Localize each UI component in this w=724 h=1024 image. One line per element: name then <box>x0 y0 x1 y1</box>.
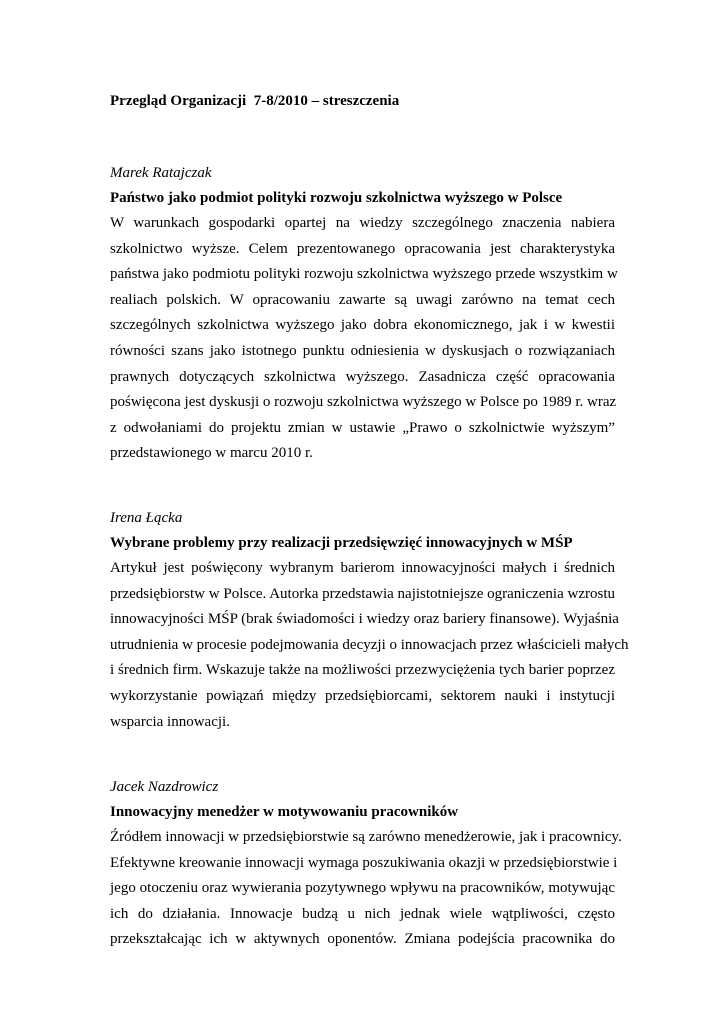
abstract-line: równości szans jako istotnego punktu odniesienia w dyskusjach o rozwiązaniach <box>110 342 615 359</box>
abstract-line: realiach polskich. W opracowaniu zawarte są uwagi zarówno na temat cech <box>110 291 615 308</box>
article-title: Innowacyjny menedżer w motywowaniu pracowników <box>110 804 459 820</box>
article-author: Marek Ratajczak <box>110 165 212 181</box>
abstract-line: wykorzystanie powiązań między przedsiębiorcami, sektorem nauki i instytucji <box>110 687 615 704</box>
abstract-line: poświęcona jest dyskusji o rozwoju szkolnictwa wyższego w Polsce po 1989 r. wraz <box>110 394 617 411</box>
abstract-line: wsparcia innowacji. <box>110 713 230 730</box>
abstract-line: przekształcając ich w aktywnych oponentów. Zmiana podejścia pracownika do <box>110 931 615 948</box>
abstract-line: państwa jako podmiotu polityki rozwoju szkolnictwa wyższego przede wszystkim w <box>110 266 618 283</box>
article-abstract <box>110 211 618 467</box>
document-title: Przegląd Organizacji 7-8/2010 – streszczenia <box>110 93 400 109</box>
article-abstract <box>110 556 629 735</box>
abstract-line: Efektywne kreowanie innowacji wymaga poszukiwania okazji w przedsiębiorstwie i <box>110 854 618 871</box>
abstract-line: szczególnych szkolnictwa wyższego jako dobra ekonomicznego, jak i w kwestii <box>110 317 615 334</box>
abstract-line: Źródłem innowacji w przedsiębiorstwie są zarówno menedżerowie, jak i pracownicy. <box>110 829 622 845</box>
abstract-line: Artykuł jest poświęcony wybranym barierom innowacyjności małych i średnich <box>110 560 615 576</box>
abstract-line: W warunkach gospodarki opartej na wiedzy szczególnego znaczenia nabiera <box>110 215 615 231</box>
abstract-line: ich do działania. Innowacje budzą u nich jednak wiele wątpliwości, często <box>110 905 615 922</box>
article-nazdrowicz <box>110 777 622 953</box>
abstract-line: i średnich firm. Wskazuje także na możliwości przezwyciężenia tych barier poprzez <box>110 662 615 679</box>
abstract-line: z odwołaniami do projektu zmian w ustawie „Prawo o szkolnictwie wyższym” <box>110 419 615 436</box>
article-ratajczak <box>110 163 618 467</box>
article-author: Irena Łącka <box>110 510 183 526</box>
article-author: Jacek Nazdrowicz <box>110 779 219 795</box>
abstract-line: szkolnictwo wyższe. Celem prezentowanego opracowania jest charakterystyka <box>110 240 615 257</box>
abstract-line: prawnych dotyczących szkolnictwa wyższego. Zasadnicza część opracowania <box>110 368 615 385</box>
abstract-line: jego otoczeniu oraz wywierania pozytywnego wpływu na pracowników, motywując <box>110 880 615 897</box>
article-title: Wybrane problemy przy realizacji przedsięwzięć innowacyjnych w MŚP <box>110 535 573 551</box>
abstract-line: przedsiębiorstw w Polsce. Autorka przedstawia najistotniejsze ograniczenia wzrostu <box>110 585 615 602</box>
article-lacka <box>110 508 629 735</box>
abstract-line: przedstawionego w marcu 2010 r. <box>110 445 313 462</box>
abstract-line: utrudnienia w procesie podejmowania decyzji o innowacjach przez właścicieli małych <box>110 636 629 653</box>
article-abstract <box>110 825 622 953</box>
article-title: Państwo jako podmiot polityki rozwoju szkolnictwa wyższego w Polsce <box>110 190 563 206</box>
document-page <box>110 91 629 948</box>
abstract-line: innowacyjności MŚP (brak świadomości i wiedzy oraz bariery finansowe). Wyjaśnia <box>110 611 619 628</box>
